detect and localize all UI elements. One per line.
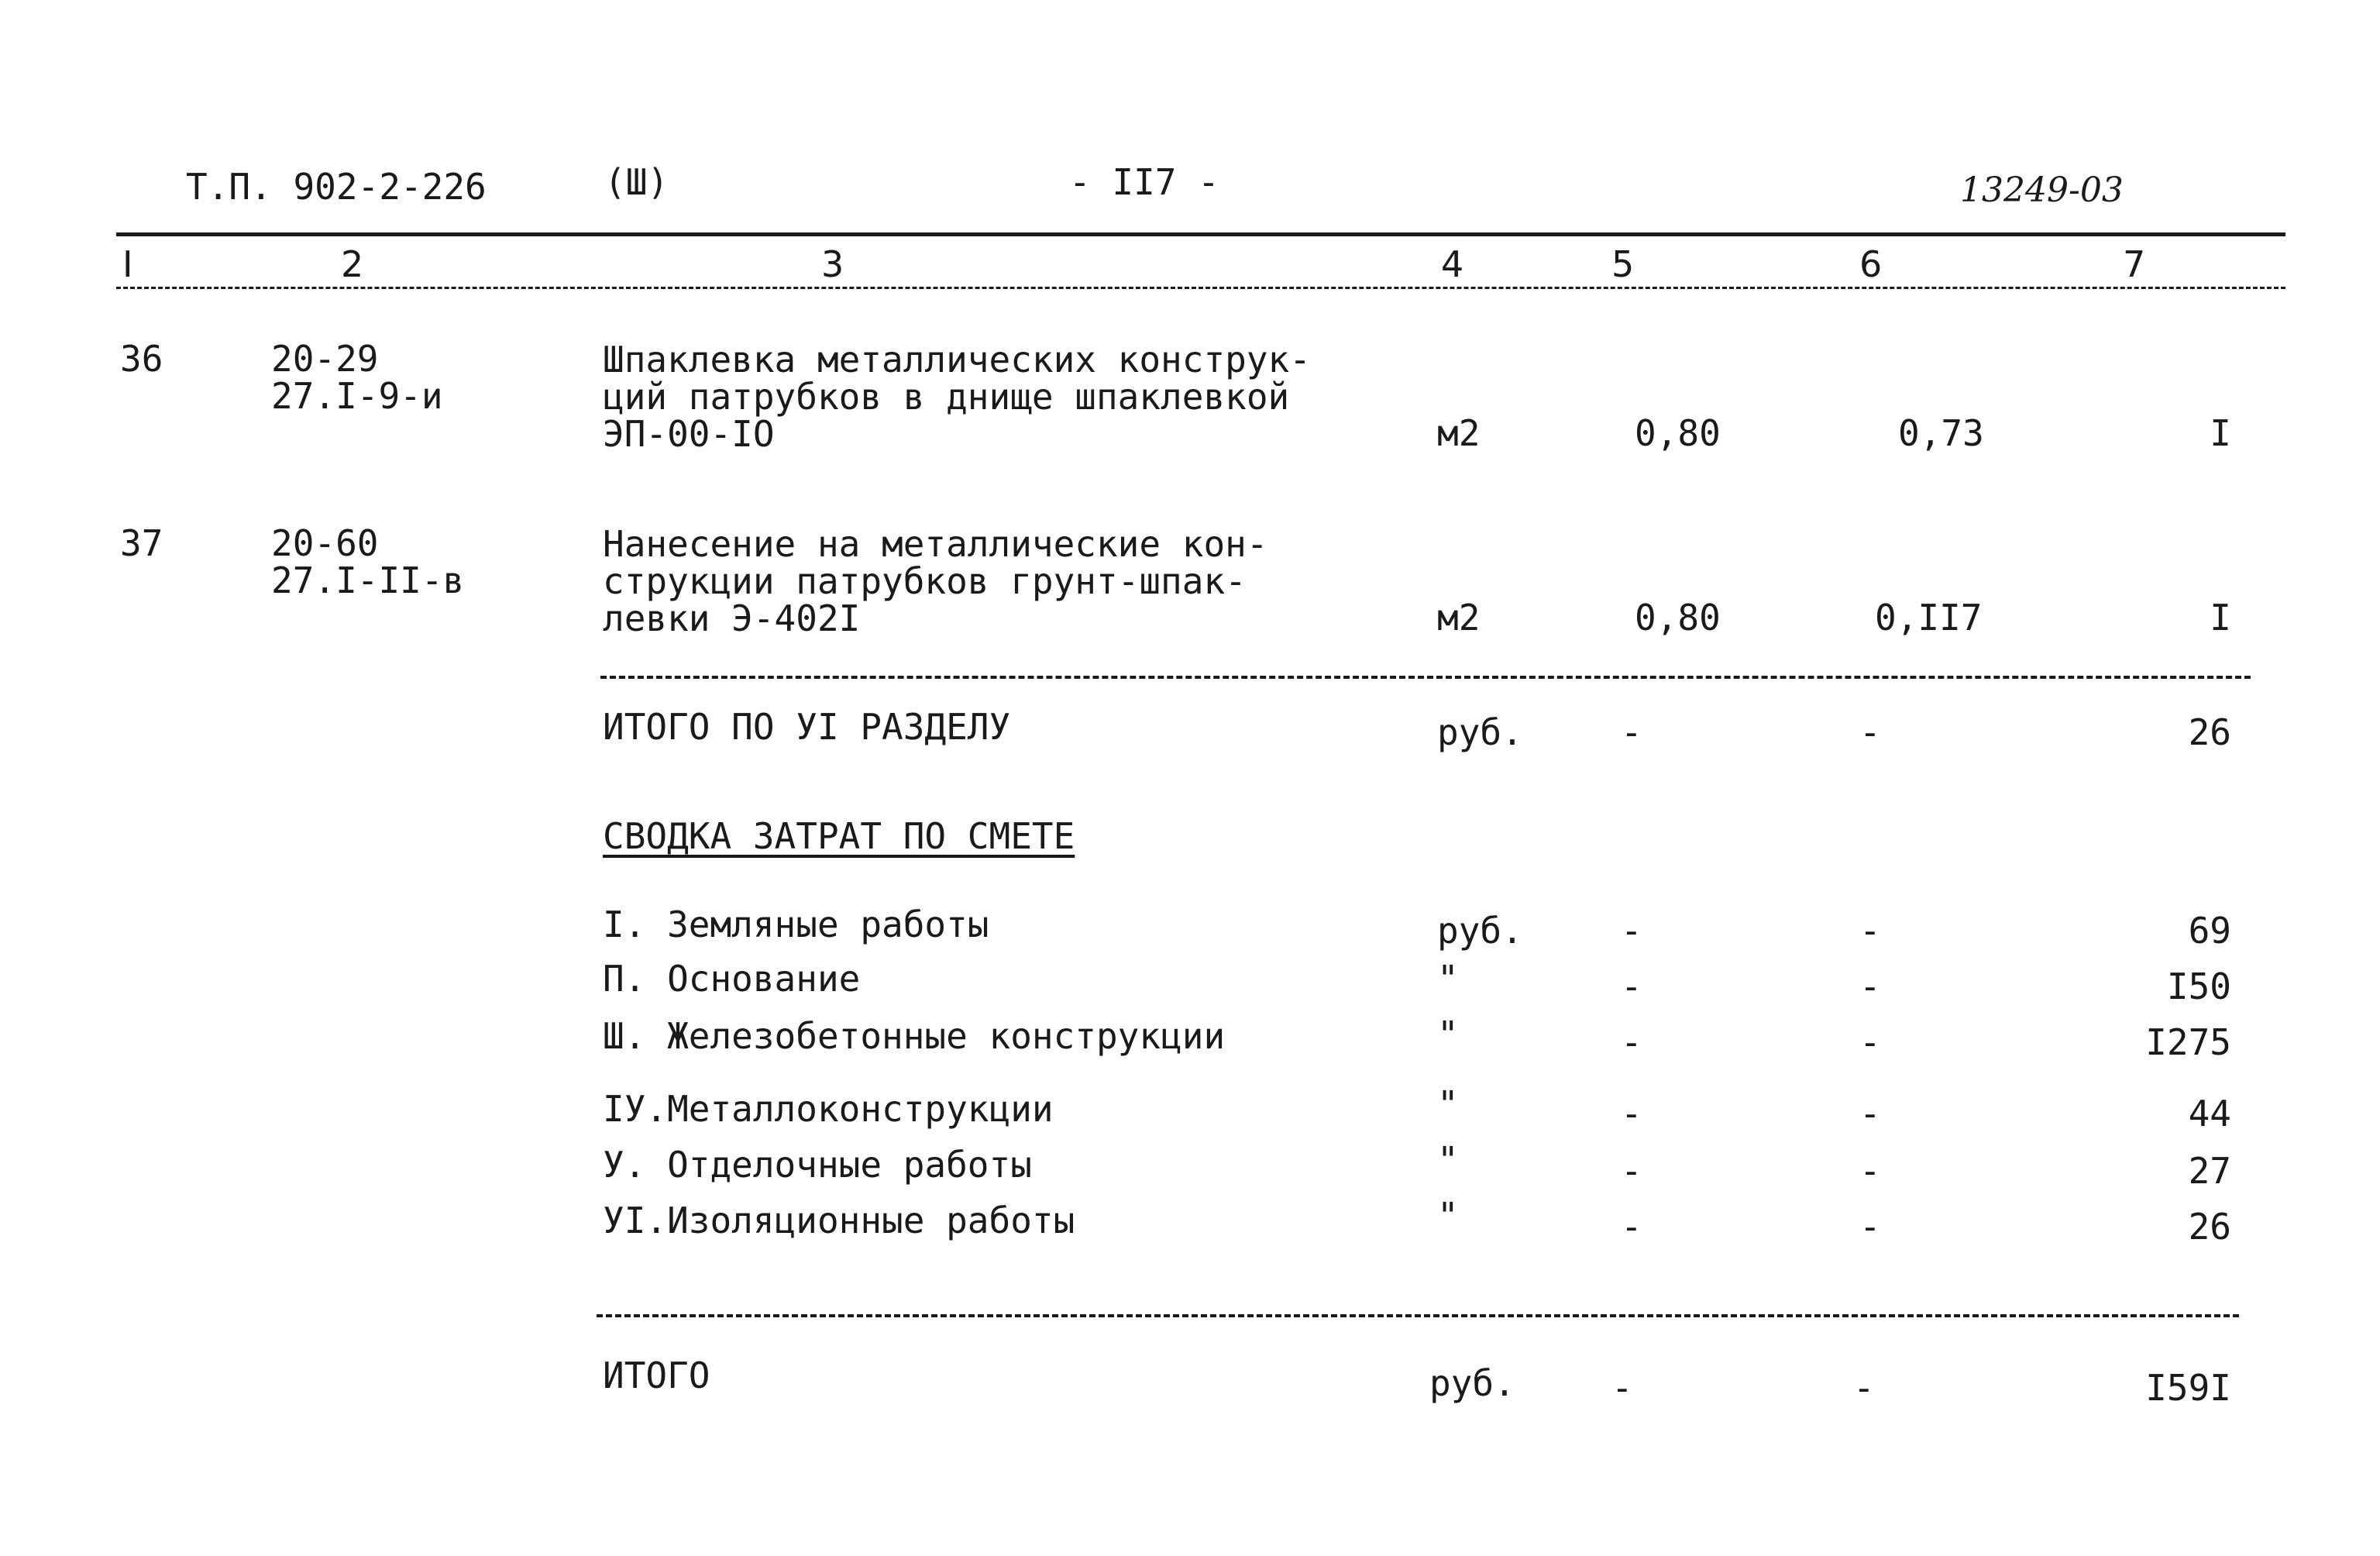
col6-value: -	[1859, 1093, 1881, 1134]
unit: "	[1437, 1083, 1459, 1125]
page-number: - II7 -	[1069, 161, 1219, 203]
unit: руб.	[1437, 711, 1523, 753]
header-bottom-rule	[116, 287, 2285, 289]
column-header-3: 3	[821, 243, 844, 285]
summary-item-label: Ш. Железобетонные конструкции	[603, 1015, 1226, 1057]
total-cost: I50	[2166, 966, 2231, 1007]
total-cost: 26	[2188, 1206, 2231, 1248]
rate-code: 20-29	[271, 338, 379, 380]
unit: "	[1437, 958, 1459, 1000]
col5-value: -	[1621, 1021, 1642, 1063]
grand-total-label: ИТОГО	[603, 1355, 710, 1396]
total-cost: I	[2210, 412, 2231, 454]
work-description: Шпаклевка металлических конструк- ций патрубков в днище шпаклевкой ЭП-00-IO	[603, 339, 1311, 455]
unit: м2	[1437, 597, 1481, 639]
work-description: Нанесение на металлические кон- струкции патрубков грунт-шпак- левки Э-402I	[603, 523, 1268, 639]
unit: "	[1437, 1139, 1459, 1181]
grand-total-value: I59I	[2145, 1367, 2231, 1409]
col5-value: -	[1611, 1367, 1633, 1409]
rate-subcode: 27.I-II-в	[271, 559, 465, 601]
unit-price: 0,II7	[1875, 597, 1983, 639]
section-mark: (Ш)	[604, 161, 669, 203]
col5-value: -	[1621, 1206, 1642, 1248]
quantity: 0,80	[1635, 412, 1721, 454]
row-number: 37	[120, 522, 163, 564]
col6-value: -	[1859, 966, 1881, 1007]
column-header-7: 7	[2123, 243, 2146, 285]
summary-item-label: IУ.Металлоконструкции	[603, 1088, 1054, 1130]
header-top-rule	[116, 232, 2285, 236]
col6-value: -	[1859, 910, 1881, 952]
total-cost: 26	[2188, 711, 2231, 753]
quantity: 0,80	[1635, 597, 1721, 639]
column-header-6: 6	[1859, 243, 1883, 285]
col5-value: -	[1621, 1093, 1642, 1134]
section-divider	[600, 676, 2251, 679]
col6-value: -	[1853, 1367, 1875, 1409]
rate-subcode: 27.I-9-и	[271, 375, 443, 417]
col5-value: -	[1621, 711, 1642, 753]
col5-value: -	[1621, 966, 1642, 1007]
unit: руб.	[1429, 1362, 1515, 1404]
total-cost: I	[2210, 597, 2231, 639]
row-number: 36	[120, 338, 163, 380]
total-cost: 27	[2188, 1150, 2231, 1192]
summary-item-label: I. Земляные работы	[603, 904, 989, 945]
col6-value: -	[1859, 1150, 1881, 1192]
rate-code: 20-60	[271, 522, 379, 564]
total-cost: I275	[2145, 1021, 2231, 1063]
col5-value: -	[1621, 910, 1642, 952]
col6-value: -	[1859, 1021, 1881, 1063]
column-header-1: I	[122, 243, 133, 285]
summary-item-label: П. Основание	[603, 958, 861, 1000]
archive-number: 13249-03	[1960, 170, 2124, 210]
unit: "	[1437, 1195, 1459, 1237]
column-header-4: 4	[1441, 243, 1464, 285]
unit: руб.	[1437, 910, 1523, 952]
summary-title: СВОДКА ЗАТРАТ ПО СМЕТЕ	[603, 815, 1075, 857]
column-header-5: 5	[1611, 243, 1635, 285]
total-divider	[597, 1314, 2239, 1317]
unit: "	[1437, 1014, 1459, 1055]
unit-price: 0,73	[1898, 412, 1984, 454]
document-code: Т.П. 902-2-226	[186, 166, 487, 208]
summary-item-label: УI.Изоляционные работы	[603, 1200, 1075, 1241]
section-total-label: ИТОГО ПО УI РАЗДЕЛУ	[603, 706, 1011, 748]
col5-value: -	[1621, 1150, 1642, 1192]
column-header-2: 2	[341, 243, 364, 285]
col6-value: -	[1859, 711, 1881, 753]
summary-item-label: У. Отделочные работы	[603, 1144, 1032, 1186]
col6-value: -	[1859, 1206, 1881, 1248]
unit: м2	[1437, 412, 1481, 454]
total-cost: 69	[2188, 910, 2231, 952]
total-cost: 44	[2188, 1093, 2231, 1134]
